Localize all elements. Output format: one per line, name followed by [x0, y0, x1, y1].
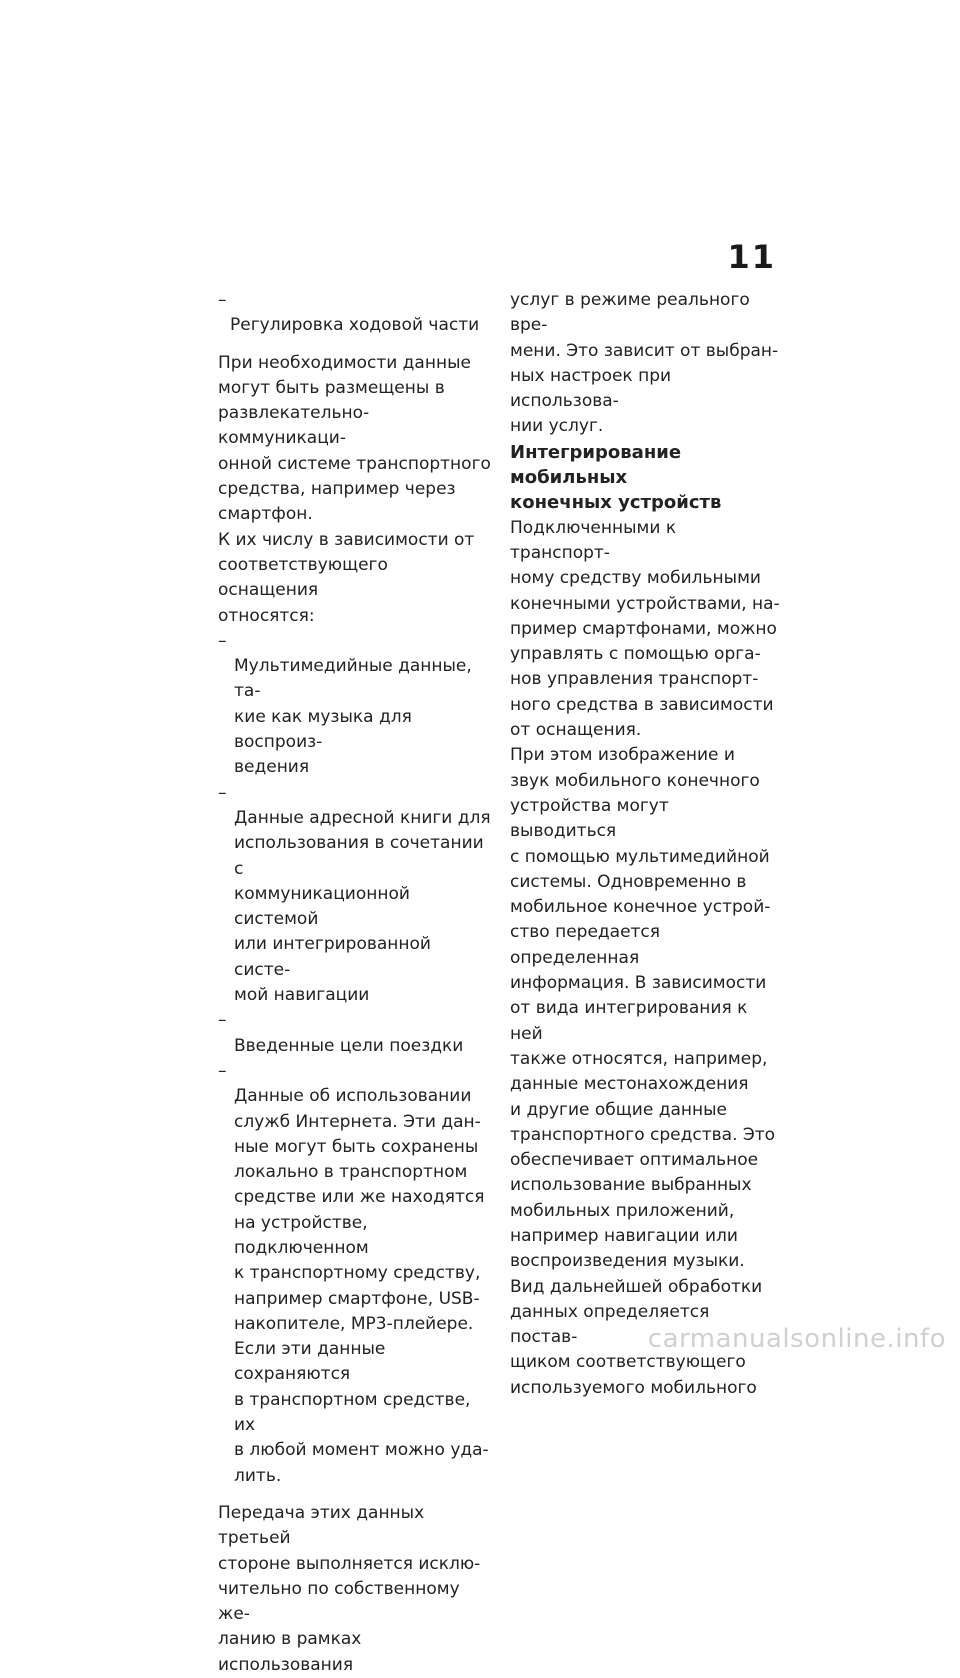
- paragraph: услуг в режиме реального вре- мени. Это зависит от выбран- ных настроек при использова- нии услуг.: [510, 290, 779, 437]
- list-item: [218, 1008, 492, 1059]
- dash-bullet: –: [218, 1060, 227, 1081]
- paragraph: Подключенными к транспорт- ному средству мобильными конечными устройствами, на- пример смартфонами, можно управлять с помощью орга- нов управления транспорт- ного средства в зависимости от оснащения.: [510, 517, 780, 741]
- paragraph: К их числу в зависимости от соответствующего оснащения относятся:: [218, 529, 475, 626]
- right-column: [510, 288, 780, 1401]
- intro-item-text: Регулировка ходовой части: [230, 315, 480, 336]
- paragraph: При этом изображение и звук мобильного конечного устройства могут выводиться с помощью мультимедийной системы. Одновременно в мобильное конечное устрой- ство передается определенная информация. В зависимости от вида интегрирования к ней также относятся, например, данные местонахождения и другие общие данные транспортного средства. Это обеспечивает оптимальное использование выбранных мобильных приложений, например навигации или воспроизведения музыки.: [510, 745, 776, 1272]
- left-column: [218, 288, 492, 1678]
- list-item-text: Данные адресной книги для использования в сочетании с коммуникационной системой или интегрированной систе- мой навигации: [234, 807, 491, 1006]
- paragraph: Передача этих данных третьей стороне выполняется исклю- чительно по собственному же- ланию в рамках использования: [218, 1502, 481, 1675]
- list-item-text: Мультимедийные данные, та- кие как музыка для воспроиз- ведения: [234, 656, 472, 778]
- list-item: [218, 781, 492, 1009]
- page-number: 11: [727, 238, 776, 276]
- dash-bullet: –: [218, 630, 227, 651]
- list-item: [218, 629, 492, 781]
- dash-bullet: –: [218, 782, 227, 803]
- paragraph: Вид дальнейшей обработки данных определяется постав- щиком соответствующего используемого мобильного: [510, 1276, 763, 1398]
- dash-bullet: –: [218, 290, 227, 310]
- watermark: carmanualsonline.info: [647, 1324, 946, 1354]
- list-item: [218, 288, 492, 339]
- list-item: [218, 1059, 492, 1489]
- section-heading: Интегрирование мобильных конечных устройств: [510, 441, 722, 514]
- list-item-text: Введенные цели поездки: [234, 1035, 464, 1056]
- list-item-text: Данные об использовании служб Интернета. Эти дан- ные могут быть сохранены локально в транспортном средстве или же находятся на устройстве, подключенном к транспортному средству, например смартфоне, USB- накопителе, MP3-плейере. Если эти данные сохраняются в транспортном средстве, их в любой момент можно уда- лить.: [234, 1086, 489, 1486]
- paragraph: При необходимости данные могут быть размещены в развлекательно-коммуникаци- онной системе транспортного средства, например через смартфон.: [218, 352, 491, 525]
- dash-bullet: –: [218, 1010, 227, 1031]
